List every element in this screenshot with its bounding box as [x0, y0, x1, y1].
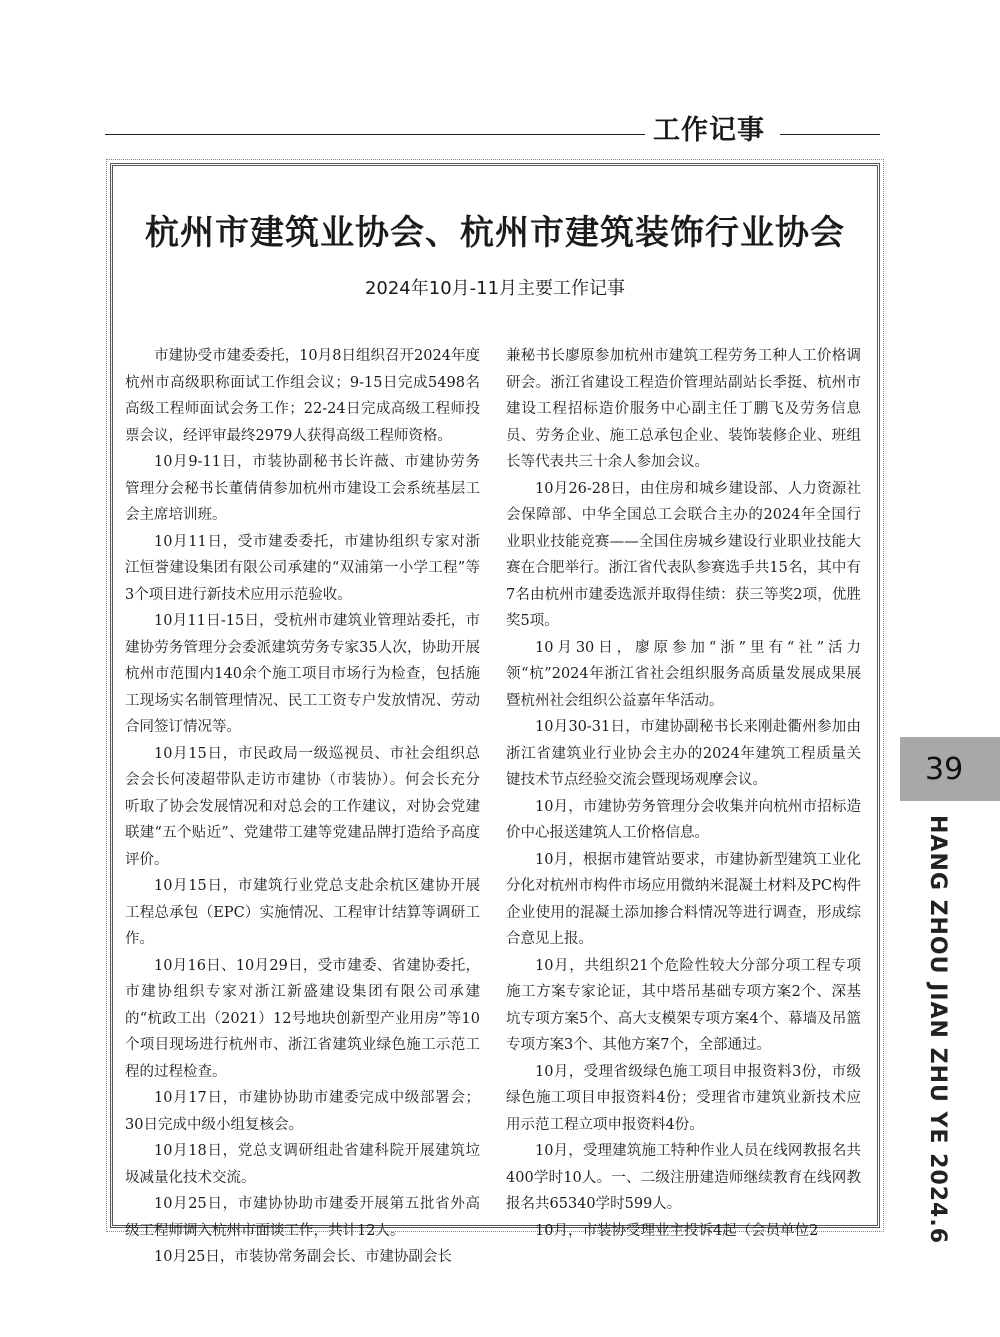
paragraph: 10月25日，市装协常务副会长、市建协副会长 [154, 1249, 452, 1265]
paragraph: 10月15日，市民政局一级巡视员、市社会组织总会会长何凌超带队走访市建协（市装协）。何会长充分听取了协会发展情况和对总会的工作建议，对协会党建联建“五个贴近”、党建带工建等党建品牌打造给予高度评价。 [125, 745, 480, 868]
paragraph: 10月，市装协受理业主投诉4起（会员单位2 [535, 1222, 819, 1239]
paragraph: 10月30-31日，市建协副秘书长来刚赴衢州参加由浙江省建筑业行业协会主办的2024年建筑工程质量关键技术节点经验交流会暨现场观摩会议。 [506, 719, 861, 788]
paragraph: 10月15日，市建筑行业党总支赴余杭区建协开展工程总承包（EPC）实施情况、工程审计结算等调研工作。 [125, 878, 480, 947]
section-header [105, 108, 880, 146]
paragraph: 10月，受理建筑施工特种作业人员在线网教报名共400学时10人。一、二级注册建造师继续教育在线网教报名共65340学时599人。 [506, 1143, 861, 1212]
page-number: 39 [900, 737, 1000, 801]
paragraph: 10月，受理省级绿色施工项目申报资料3份，市级绿色施工项目申报资料4份；受理省市建筑业新技术应用示范工程立项申报资料4份。 [506, 1063, 861, 1133]
paragraph: 10月25日，市建协协助市建委开展第五批省外高级工程师调入杭州市面谈工作，共计12人。 [125, 1196, 480, 1239]
paragraph: 10月26-28日，由住房和城乡建设部、人力资源社会保障部、中华全国总工会联合主办的2024年全国行业职业技能竞赛——全国住房城乡建设行业职业技能大赛在合肥举行。浙江省代表队参赛选手共15名，其中有7名由杭州市建委选派并取得佳绩：获三等奖2项，优胜奖5项。 [506, 480, 861, 629]
paragraph: 10月，市建协劳务管理分会收集并向杭州市招标造价中心报送建筑人工价格信息。 [506, 798, 861, 841]
paragraph: 10月30日，廖原参加“浙”里有“社”活力领“杭”2024年浙江省社会组织服务高质量发展成果展暨杭州社会组织公益嘉年华活动。 [506, 639, 861, 709]
paragraph: 10月9-11日，市装协副秘书长许薇、市建协劳务管理分会秘书长董倩倩参加杭州市建设工会系统基层工会主席培训班。 [125, 454, 480, 523]
paragraph: 10月17日，市建协协助市建委完成中级部署会；30日完成中级小组复核会。 [125, 1090, 480, 1133]
paragraph: 10月11日，受市建委委托，市建协组织专家对浙江恒誉建设集团有限公司承建的“双浦第一小学工程”等3个项目进行新技术应用示范验收。 [125, 533, 480, 603]
article-title: 杭州市建筑业协会、杭州市建筑装饰行业协会 [145, 213, 845, 253]
header-rule-right [780, 134, 880, 135]
section-title: 工作记事 [653, 115, 765, 146]
paragraph: 10月16日、10月29日，受市建委、省建协委托，市建协组织专家对浙江新盛建设集团有限公司承建的“杭政工出（2021）12号地块创新型产业用房”等10个项目现场进行杭州市、浙江省建筑业绿色施工示范工程的过程检查。 [125, 957, 480, 1080]
article-subtitle: 2024年10月-11月主要工作记事 [364, 278, 626, 299]
left-column [125, 343, 480, 1271]
paragraph: 10月，根据市建管站要求，市建协新型建筑工业化分化对杭州市构件市场应用微纳米混凝土材料及PC构件企业使用的混凝土添加掺合料情况等进行调查，形成综合意见上报。 [506, 851, 861, 947]
paragraph: 10月，共组织21个危险性较大分部分项工程专项施工方案专家论证，其中塔吊基础专项方案2个、深基坑专项方案5个、高大支模架专项方案4个、幕墙及吊篮专项方案3个、其他方案7个，全部通过。 [506, 957, 861, 1053]
paragraph: 市建协受市建委委托，10月8日组织召开2024年度杭州市高级职称面试工作组会议；9-15日完成5498名高级工程师面试会务工作；22-24日完成高级工程师投票会议，经评审最终2979人获得高级工程师资格。 [125, 348, 480, 444]
magazine-issue: HANG ZHOU JIAN ZHU YE 2024.6 [925, 815, 950, 1245]
paragraph-continued: 兼秘书长廖原参加杭州市建筑工程劳务工种人工价格调研会。浙江省建设工程造价管理站副站长季挺、杭州市建设工程招标造价服务中心副主任丁鹏飞及劳务信息员、劳务企业、施工总承包企业、装饰装修企业、班组长等代表共三十余人参加会议。 [506, 348, 861, 470]
header-rule-left [105, 134, 645, 135]
paragraph: 10月11日-15日，受杭州市建筑业管理站委托，市建协劳务管理分会委派建筑劳务专家35人次，协助开展杭州市范围内140余个施工项目市场行为检查，包括施工现场实名制管理情况、民工工资专户发放情况、劳动合同签订情况等。 [125, 613, 480, 735]
paragraph: 10月18日，党总支调研组赴省建科院开展建筑垃圾减量化技术交流。 [125, 1143, 480, 1186]
right-column [506, 343, 861, 1244]
